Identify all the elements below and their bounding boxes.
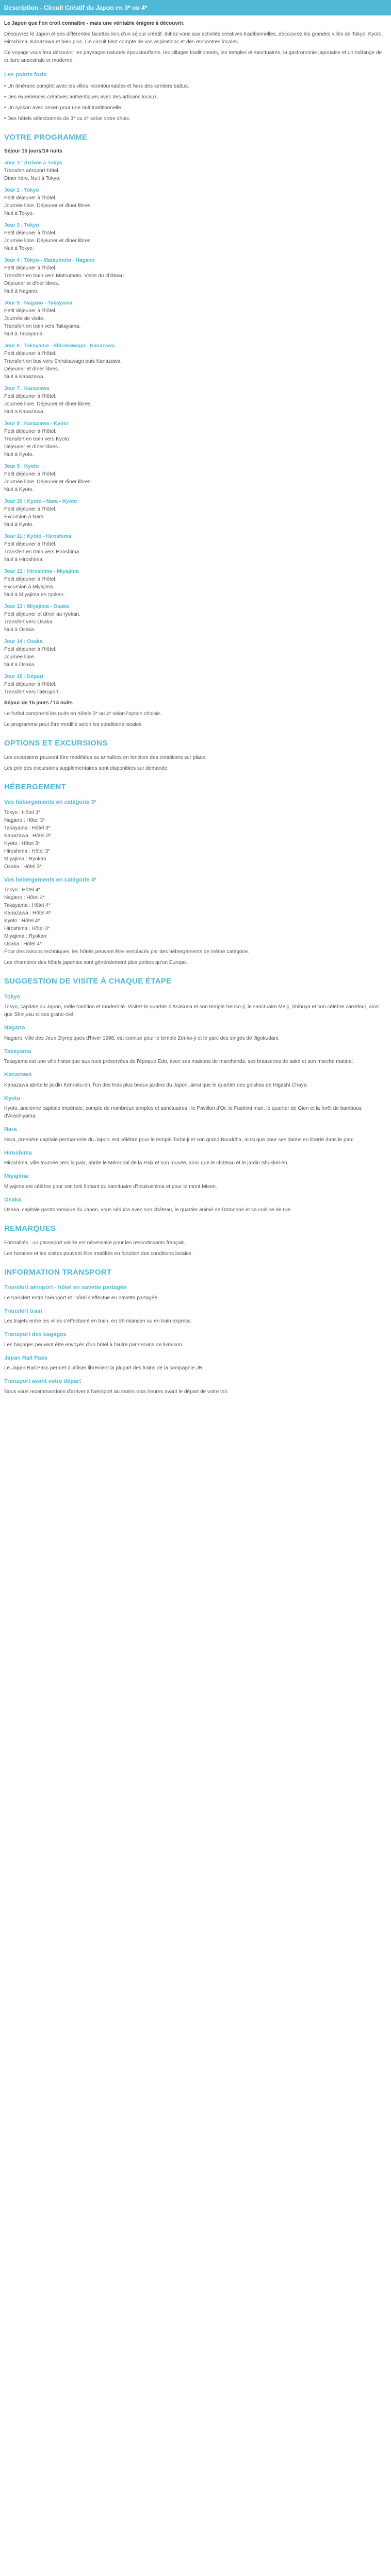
day-title: Jour 12 : Hiroshima - Miyajima [4,569,79,574]
hebergement-line: Miyajima : Ryokan [4,856,46,862]
hebergement-notes [4,948,387,967]
day-title: Jour 15 : Départ [4,674,44,680]
transport-section-title: Transport des bagages [4,1331,67,1337]
day-line: Transfert en train vers Matsumoto. Visite du château. [4,273,125,279]
hebergement-title: HÉBERGEMENT [4,782,66,791]
program-day [4,420,387,459]
hebergement-line: Hiroshima : Hôtel 3* [4,848,50,854]
culture-section-text: Hiroshima, ville tournée vers la paix, abrite le Mémorial de la Paix et son musée, ainsi que le château et le jardin Shukkei-en. [4,1160,289,1166]
hebergement-line: Kyoto : Hôtel 4* [4,918,40,924]
culture-section-title: Kyoto [4,1095,21,1101]
day-line: Transfert aéroport-hôtel. [4,168,60,174]
day-title: Jour 4 : Tokyo - Matsumoto - Nagano [4,258,95,263]
transport-section-title: Transport avant votre départ [4,1378,82,1384]
culture-title: SUGGESTION DE VISITE À CHAQUE ÉTAPE [4,977,172,986]
day-line: Nuit à Kyoto. [4,487,34,493]
day-title: Jour 1 : Arrivée à Tokyo [4,160,62,166]
program-day [4,342,387,381]
day-line: Dîner libre. Nuit à Tokyo. [4,176,61,181]
day-line: Nuit à Kyoto. [4,452,34,457]
day-line: Journée de visite. [4,316,45,321]
day-line: Excursion à Miyajima. [4,584,55,590]
transport-section-title: Transfert train [4,1308,42,1314]
day-title: Jour 5 : Nagano - Takayama [4,300,73,306]
day-line: Déjeuner et dîner libres. [4,366,59,372]
day-title: Jour 2 : Tokyo [4,188,39,193]
options-line: Les excursions peuvent être modifiées ou annulées en fonction des conditions sur place. [4,754,207,760]
culture-section-title: Miyajima [4,1173,28,1179]
hebergement-line: Kyoto : Hôtel 3* [4,840,40,846]
program-duration: Séjour 15 jours/14 nuits [4,148,62,154]
remarks-title: REMARQUES [4,1224,56,1233]
transport-section-text: Nous vous recommandons d'arriver à l'aéroport au moins trois heures avant le départ de votre vol. [4,1388,229,1395]
program-day [4,533,387,564]
program-title: VOTRE PROGRAMME [4,132,88,142]
hebergement-line: Kanazawa : Hôtel 3* [4,833,51,839]
highlights-list [4,82,387,123]
program-note: Le programme peut être modifié selon les conditions locales. [4,722,143,727]
day-line: Transfert vers Osaka. [4,619,54,625]
culture-section-title: Nara [4,1126,17,1132]
program-day [4,257,387,295]
transport-section-text: Les trajets entre les villes s'effectuent en train, en Shinkansen ou en train express. [4,1318,192,1324]
day-line: Nuit à Kanazawa. [4,409,45,415]
culture-section-title: Takayama [4,1048,31,1055]
remarks-line: Les horaires et les visites peuvent être modifiés en fonction des conditions locales. [4,1250,193,1257]
day-line: Transfert en train vers Takayama. [4,324,81,329]
page-header: Description - Circuit Créatif du Japon en 3* ou 4* [0,0,391,15]
options-line: Les prix des excursions supplémentaires sont disponibles sur demande. [4,765,169,771]
day-line: Transfert en bus vers Shirakawago puis Kanazawa. [4,359,122,364]
program-day [4,638,387,669]
day-line: Nuit à Osaka. [4,627,36,633]
day-line: Nuit à Tokyo. [4,246,34,251]
intro-paragraph: Ce voyage vous fera découvrir les paysages naturels époustouflants, les villages traditionnels, les temples et sanctuaires, la gastronomie japonaise et un mélange de culture ancestrale et moderne. [4,50,382,63]
culture-section-title: Nagano [4,1025,25,1031]
culture-section-title: Kanazawa [4,1072,32,1078]
culture-section-text: Miyajima est célèbre pour son torii flottant du sanctuaire d'Itsukushima et pour le mont Misen. [4,1183,217,1190]
culture-section-text: Kanazawa abrite le jardin Kenroku-en, l'un des trois plus beaux jardins du Japon, ainsi que le quartier des geishas de Higashi Chaya. [4,1082,308,1088]
program-days [4,159,387,696]
hebergement-line: Takayama : Hôtel 4* [4,903,51,908]
culture-section-text: Nagano, ville des Jeux Olympiques d'hiver 1998, est connue pour le temple Zenko-ji et le parc des singes de Jigokudani. [4,1035,280,1041]
day-line: Petit déjeuner à l'hôtel. [4,195,57,201]
transport-section-title: Transfert aéroport - hôtel en navette partagée [4,1284,127,1291]
day-line: Journée libre. [4,654,36,660]
options-text [4,754,387,772]
day-title: Jour 9 : Kyoto [4,464,39,469]
transport-section-text: Le Japan Rail Pass permet d'utiliser librement la plupart des trains de la compagnie JR. [4,1365,204,1371]
day-line: Nuit à Takayama. [4,331,44,337]
transport-sections [4,1283,387,1396]
culture-section-title: Tokyo [4,993,21,1000]
program-day [4,385,387,416]
culture-section-title: Osaka [4,1196,22,1203]
program-day [4,673,387,696]
hebergement-line: Miyajima : Ryokan [4,934,46,939]
day-line: Petit déjeuner à l'hôtel. [4,394,57,399]
transport-section-text: Le transfert entre l'aéroport et l'hôtel s'effectue en navette partagée. [4,1295,159,1301]
program-summary: Séjour de 15 jours / 14 nuits [4,700,73,706]
day-line: Déjeuner et dîner libres. [4,281,59,286]
hebergement-line: Nagano : Hôtel 4* [4,895,45,901]
day-line: Transfert en train vers Hiroshima. [4,549,81,555]
day-line: Déjeuner et dîner libres. [4,444,59,450]
program-day [4,222,387,252]
hebergement-line: Kanazawa : Hôtel 4* [4,910,51,916]
hebergement-group-title: Vos hébergements en catégorie 3* [4,799,96,805]
hebergement-line: Nagano : Hôtel 3* [4,817,45,823]
day-line: Journée libre. Déjeuner et dîner libres. [4,238,92,244]
day-title: Jour 13 : Miyajima - Osaka [4,604,69,609]
options-title: OPTIONS ET EXCURSIONS [4,739,108,748]
program-day [4,498,387,529]
hebergement-line: Takayama : Hôtel 3* [4,825,51,831]
hebergement-note: Les chambres des hôtels japonais sont généralement plus petites qu'en Europe. [4,960,187,965]
culture-section-text: Tokyo, capitale du Japon, mêle tradition et modernité. Visitez le quartier d'Asakusa et son temple Senso-ji, le sanctuaire Meiji, Shibuya et son célèbre carrefour, ainsi que Shinjuku et ses gratte-ciel. [4,1004,380,1018]
day-line: Petit déjeuner à l'hôtel. [4,230,57,236]
culture-section-title: Hiroshima [4,1149,32,1156]
day-line: Journée libre. Déjeuner et dîner libres. [4,203,92,209]
day-line: Petit déjeuner et dîner au ryokan. [4,612,80,617]
day-line: Petit déjeuner à l'hôtel. [4,577,57,582]
program-notes [4,710,387,728]
hebergement-groups [4,798,387,948]
highlights-title: Les points forts [4,72,47,78]
day-line: Petit déjeuner à l'hôtel. [4,429,57,434]
program-day [4,603,387,634]
day-line: Petit déjeuner à l'hôtel. [4,541,57,547]
hebergement-line: Osaka : Hôtel 3* [4,863,42,870]
culture-section-text: Nara, première capitale permanente du Japon, est célèbre pour le temple Todai-ji et son grand Bouddha, ainsi que pour ses daims en liberté dans le parc. [4,1137,355,1143]
day-line: Petit déjeuner à l'hôtel. [4,471,57,477]
day-line: Transfert vers l'aéroport. [4,689,60,695]
day-line: Nuit à Nagano. [4,289,39,294]
day-line: Nuit à Hiroshima. [4,557,44,563]
day-title: Jour 11 : Kyoto - Hiroshima [4,534,72,539]
culture-sections [4,993,387,1214]
transport-section-title: Japan Rail Pass [4,1354,47,1361]
transport-title: INFORMATION TRANSPORT [4,1267,112,1277]
highlight-item: • Des hôtels sélectionnés de 3* ou 4* selon votre choix. [4,115,131,122]
day-line: Petit déjeuner à l'hôtel. [4,308,57,314]
culture-section-text: Takayama est une ville historique aux rues préservées de l'époque Edo, avec ses maisons de marchands, ses brasseries de saké et son marché matinal. [4,1059,354,1064]
day-line: Nuit à Miyajima en ryokan. [4,592,65,598]
day-title: Jour 3 : Tokyo [4,223,39,228]
day-title: Jour 14 : Osaka [4,639,43,645]
program-day [4,463,387,494]
intro-paragraph: Découvrez le Japon et ses différentes facettes lors d'un séjour créatif. Initiez-vous aux activités créatives traditionnelles, découvrez les grandes villes de Tokyo, Kyoto, Hiroshima, Kanazawa et bien plus. Ce circuit tient compte de vos aspirations et des rencontres locales. [4,31,383,45]
day-line: Petit déjeuner à l'hôtel. [4,351,57,357]
hebergement-line: Tokyo : Hôtel 4* [4,887,41,893]
remarks-line: Formalités : un passeport valide est nécessaire pour les ressortissants français. [4,1240,186,1246]
day-title: Jour 6 : Takayama - Shirakawago - Kanazawa [4,343,115,349]
culture-section-text: Kyoto, ancienne capitale impériale, compte de nombreux temples et sanctuaires : le Pavillon d'Or, le Fushimi Inari, le quartier de Gion et la forêt de bambous d'Arashiyama. [4,1106,362,1119]
day-title: Jour 10 : Kyoto - Nara - Kyoto [4,499,77,504]
day-line: Nuit à Kanazawa. [4,374,45,380]
day-line: Excursion à Nara. [4,514,45,520]
culture-section-text: Osaka, capitale gastronomique du Japon, vous séduira avec son château, le quartier animé de Dotonbori et sa cuisine de rue. [4,1207,292,1213]
day-title: Jour 7 : Kanazawa [4,386,50,392]
highlight-item: • Un ryokan avec onsen pour une nuit traditionnelle. [4,105,123,111]
day-line: Nuit à Tokyo. [4,211,34,216]
day-line: Nuit à Osaka. [4,662,36,668]
day-line: Journée libre. Déjeuner et dîner libres. [4,479,92,485]
transport-section-text: Les bagages peuvent être envoyés d'un hôtel à l'autre par service de livraison. [4,1342,184,1348]
program-day [4,568,387,599]
program-day [4,299,387,338]
day-line: Nuit à Kyoto. [4,522,34,528]
day-title: Jour 8 : Kanazawa - Kyoto [4,421,69,427]
remarks-text [4,1239,387,1258]
day-line: Petit déjeuner à l'hôtel. [4,506,57,512]
program-day [4,187,387,217]
main-content [0,20,391,1396]
hebergement-line: Hiroshima : Hôtel 4* [4,926,50,931]
highlight-item: • Des expériences créatives authentiques avec des artisans locaux. [4,94,158,100]
hebergement-line: Osaka : Hôtel 4* [4,941,42,947]
hebergement-note: Pour des raisons techniques, les hôtels peuvent être remplacés par des hébergements de même catégorie. [4,949,250,955]
day-line: Petit déjeuner à l'hôtel. [4,682,57,687]
day-line: Petit déjeuner à l'hôtel. [4,647,57,652]
program-note: Le forfait comprend les nuits en hôtels 3* ou 4* selon l'option choisie. [4,711,161,717]
hebergement-group-title: Vos hébergements en catégorie 4* [4,876,96,883]
day-line: Petit déjeuner à l'hôtel. [4,265,57,271]
program-day [4,159,387,182]
hebergement-line: Tokyo : Hôtel 3* [4,809,41,816]
day-line: Transfert en train vers Kyoto. [4,436,71,442]
highlight-item: • Un itinéraire complet avec les villes incontournables et hors des sentiers battus. [4,83,189,89]
intro-tagline: Le Japon que l'on croit connaître - mais une véritable énigme à découvrir. [4,21,185,26]
day-line: Journée libre. Déjeuner et dîner libres. [4,401,92,407]
